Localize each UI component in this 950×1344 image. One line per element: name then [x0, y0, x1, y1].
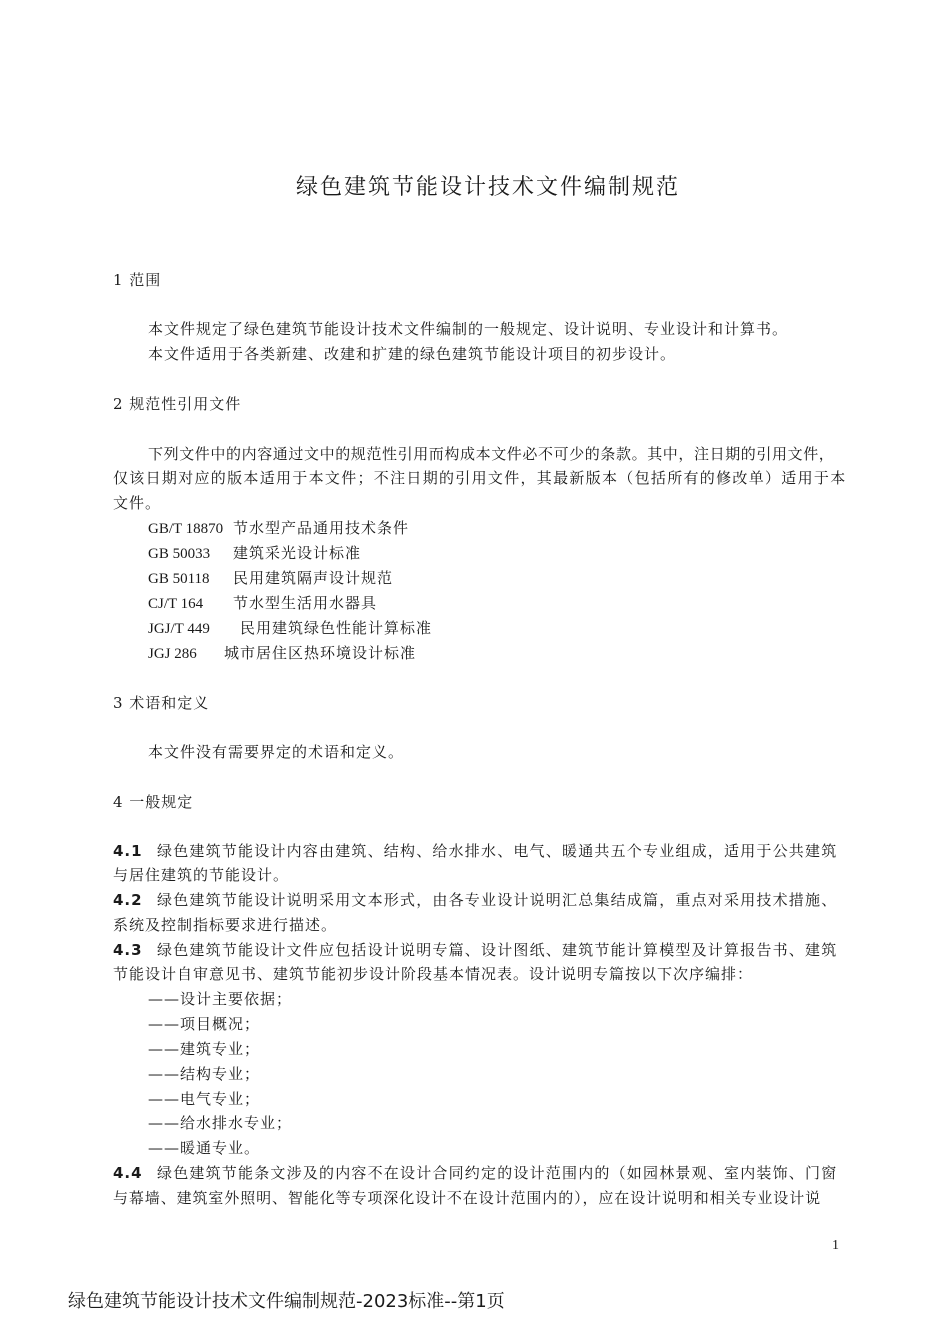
clause-text: 绿色建筑节能设计说明采用文本形式，由各专业设计说明汇总集结成篇，重点对采用技术措施、: [157, 891, 838, 909]
clause-text: 绿色建筑节能条文涉及的内容不在设计合同约定的设计范围内的（如园林景观、室内装饰、门窗: [157, 1164, 838, 1182]
clause-4-4-cont: 与幕墙、建筑室外照明、智能化等专项深化设计不在设计范围内的），应在设计说明和相关专业设计说: [113, 1189, 822, 1207]
clause-4-1: [113, 840, 837, 861]
reference-code: GB/T 18870: [148, 521, 224, 537]
list-item: ——暖通专业。: [148, 1139, 261, 1157]
section-1-heading: 1 范围: [113, 271, 162, 289]
reference-name: 节水型生活用水器具: [233, 594, 378, 612]
list-item: ——结构专业；: [148, 1065, 261, 1083]
clause-4-4: [113, 1162, 837, 1183]
list-item: ——设计主要依据；: [148, 990, 293, 1008]
clause-4-3-cont: 节能设计自审意见书、建筑节能初步设计阶段基本情况表。设计说明专篇按以下次序编排：: [113, 965, 754, 983]
reference-name: 城市居住区热环境设计标准: [224, 644, 417, 662]
reference-name: 民用建筑隔声设计规范: [233, 569, 394, 587]
reference-item: [148, 517, 409, 538]
section-2-para-line-1: 下列文件中的内容通过文中的规范性引用而构成本文件必不可少的条款。其中，注日期的引用文件，: [148, 445, 835, 463]
list-item: ——电气专业；: [148, 1090, 261, 1108]
clause-4-3: [113, 939, 837, 960]
section-1-para-2: 本文件适用于各类新建、改建和扩建的绿色建筑节能设计项目的初步设计。: [148, 345, 677, 363]
reference-code: JGJ/T 449: [148, 621, 210, 637]
clause-number: 4.2: [113, 891, 143, 909]
clause-number: 4.1: [113, 842, 143, 860]
reference-item: [148, 592, 377, 613]
reference-item: [148, 617, 432, 638]
list-item: ——项目概况；: [148, 1015, 261, 1033]
section-3-para: 本文件没有需要界定的术语和定义。: [148, 743, 405, 761]
section-2-para-line-3: 文件。: [113, 494, 162, 512]
clause-number: 4.3: [113, 941, 143, 959]
reference-code: GB 50033: [148, 546, 211, 562]
clause-text: 绿色建筑节能设计内容由建筑、结构、给水排水、电气、暖通共五个专业组成，适用于公共建筑: [157, 842, 838, 860]
reference-code: GB 50118: [148, 571, 210, 587]
reference-code: JGJ 286: [148, 646, 197, 662]
reference-name: 节水型产品通用技术条件: [233, 519, 410, 537]
clause-4-1-cont: 与居住建筑的节能设计。: [113, 866, 290, 884]
reference-code: CJ/T 164: [148, 596, 204, 612]
list-item: ——建筑专业；: [148, 1040, 261, 1058]
reference-name: 民用建筑绿色性能计算标准: [240, 619, 433, 637]
section-2-para-line-2: 仅该日期对应的版本适用于本文件；不注日期的引用文件，其最新版本（包括所有的修改单）适用于本: [113, 469, 847, 487]
section-3-heading: 3 术语和定义: [113, 694, 210, 712]
reference-item: [148, 642, 416, 663]
section-4-heading: 4 一般规定: [113, 793, 194, 811]
section-1-para-1: 本文件规定了绿色建筑节能设计技术文件编制的一般规定、设计说明、专业设计和计算书。: [148, 320, 789, 338]
page-number: 1: [832, 1238, 839, 1253]
footer-caption: 绿色建筑节能设计技术文件编制规范-2023标准--第1页: [68, 1291, 505, 1312]
clause-number: 4.4: [113, 1164, 143, 1182]
reference-item: [148, 567, 393, 588]
section-2-heading: 2 规范性引用文件: [113, 395, 242, 413]
clause-text: 绿色建筑节能设计文件应包括设计说明专篇、设计图纸、建筑节能计算模型及计算报告书、建筑: [157, 941, 838, 959]
list-item: ——给水排水专业；: [148, 1114, 293, 1132]
document-title: 绿色建筑节能设计技术文件编制规范: [295, 175, 680, 200]
reference-item: [148, 542, 361, 563]
clause-4-2-cont: 系统及控制指标要求进行描述。: [113, 916, 338, 934]
reference-name: 建筑采光设计标准: [233, 544, 362, 562]
clause-4-2: [113, 889, 837, 910]
